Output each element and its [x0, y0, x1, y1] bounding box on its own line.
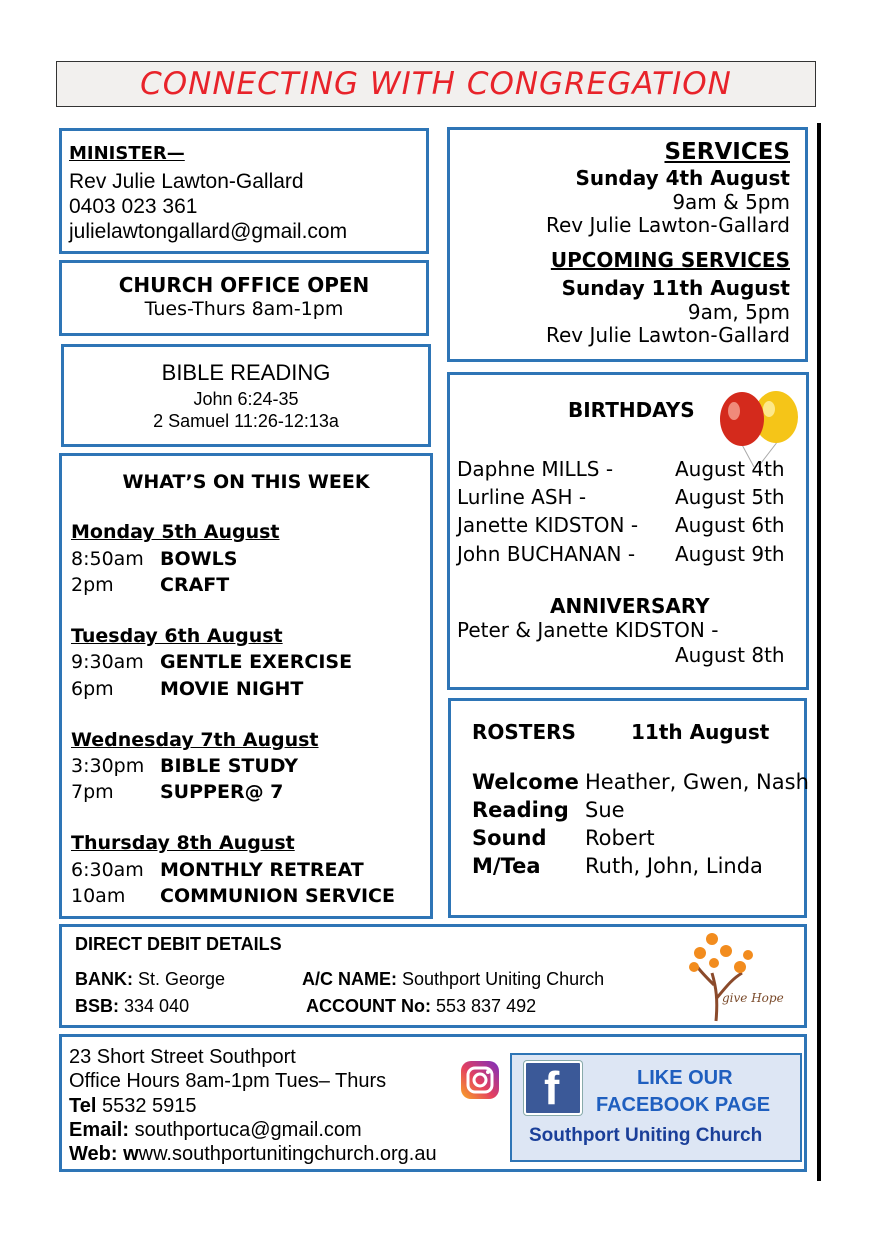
services-times: 9am & 5pm [672, 190, 790, 214]
bank-line [75, 969, 225, 990]
event-time: 7pm [71, 781, 114, 803]
event-activity: MOVIE NIGHT [160, 678, 304, 700]
event-time: 9:30am [71, 651, 144, 673]
minister-name: Rev Julie Lawton-Gallard [69, 170, 304, 193]
roster-names: Ruth, John, Linda [585, 854, 763, 878]
roster-names: Robert [585, 826, 655, 850]
rosters-heading: ROSTERS [472, 720, 576, 744]
banner [56, 61, 816, 107]
web-prefix: w [123, 1143, 139, 1165]
email-line [69, 1119, 362, 1142]
facebook-icon [524, 1061, 582, 1115]
event-activity: CRAFT [160, 574, 230, 596]
facebook-line-1: LIKE OUR [637, 1067, 733, 1089]
birthday-date: August 5th [675, 485, 785, 509]
event-activity: BIBLE STUDY [160, 755, 298, 777]
event-activity: BOWLS [160, 548, 238, 570]
facebook-page-name[interactable]: Southport Uniting Church [529, 1125, 763, 1146]
event-time: 2pm [71, 574, 114, 596]
give-hope-logo-text: give Hope [722, 991, 784, 1005]
bible-reading-box [61, 344, 431, 447]
church-office-hours: Tues-Thurs 8am-1pm [144, 298, 344, 320]
bible-reading-heading: BIBLE READING [161, 360, 331, 385]
account-number-line [306, 996, 536, 1017]
office-hours: Office Hours 8am-1pm Tues– Thurs [69, 1070, 387, 1092]
anniversary-heading: ANNIVERSARY [550, 594, 710, 618]
birthday-name: Janette KIDSTON - [457, 513, 639, 537]
minister-heading: MINISTER— [69, 143, 185, 164]
account-name-line [302, 969, 604, 990]
services-date: Sunday 4th August [575, 166, 790, 190]
birthday-date: August 4th [675, 457, 785, 481]
event-time: 6pm [71, 678, 114, 700]
telephone-label: Tel [69, 1095, 97, 1117]
roster-role: Sound [472, 826, 547, 850]
day-heading: Tuesday 6th August [71, 625, 283, 647]
birthday-name: Lurline ASH - [457, 485, 587, 509]
email-label: Email: [69, 1119, 130, 1141]
services-box [447, 127, 808, 362]
day-heading: Monday 5th August [71, 521, 280, 543]
event-activity: COMMUNION SERVICE [160, 885, 395, 907]
bank-label: BANK: [75, 969, 133, 989]
direct-debit-heading: DIRECT DEBIT DETAILS [75, 934, 282, 954]
web-label: Web: [69, 1143, 118, 1165]
bsb-line [75, 996, 189, 1017]
roster-role: Reading [472, 798, 569, 822]
day-heading: Wednesday 7th August [71, 729, 319, 751]
account-name-label: A/C NAME: [302, 969, 397, 989]
bible-reading-2: 2 Samuel 11:26-12:13a [153, 411, 339, 431]
roster-role: Welcome [472, 770, 579, 794]
bsb-value: 334 040 [124, 996, 190, 1016]
upcoming-services-times: 9am, 5pm [687, 300, 790, 324]
upcoming-services-minister: Rev Julie Lawton-Gallard [546, 323, 790, 347]
services-heading: SERVICES [664, 139, 790, 165]
event-time: 8:50am [71, 548, 144, 570]
birthday-name: Daphne MILLS - [457, 457, 614, 481]
bible-reading-1: John 6:24-35 [193, 389, 299, 409]
facebook-box[interactable] [510, 1053, 802, 1162]
upcoming-services-date: Sunday 11th August [561, 276, 790, 300]
event-time: 6:30am [71, 859, 144, 881]
event-time: 3:30pm [71, 755, 145, 777]
event-activity: SUPPER@ 7 [160, 781, 284, 803]
vertical-rule [817, 123, 821, 1181]
anniversary-name: Peter & Janette KIDSTON - [457, 618, 719, 642]
direct-debit-box [59, 924, 807, 1028]
birthday-date: August 9th [675, 542, 785, 566]
day-heading: Thursday 8th August [71, 832, 295, 854]
account-name-value: Southport Uniting Church [402, 969, 605, 989]
anniversary-date: August 8th [675, 643, 785, 667]
minister-phone: 0403 023 361 [69, 195, 198, 218]
services-minister: Rev Julie Lawton-Gallard [546, 213, 790, 237]
bsb-label: BSB: [75, 996, 119, 1016]
birthday-name: John BUCHANAN - [457, 542, 636, 566]
web-line [69, 1143, 437, 1166]
church-office-box [59, 260, 429, 336]
birthdays-heading: BIRTHDAYS [568, 398, 695, 422]
minister-email: julielawtongallard@gmail.com [69, 220, 348, 243]
birthdays-box [447, 372, 809, 690]
event-activity: MONTHLY RETREAT [160, 859, 364, 881]
event-time: 10am [71, 885, 126, 907]
page-title: CONNECTING WITH CONGREGATION [140, 66, 732, 102]
rosters-date: 11th August [631, 720, 770, 744]
account-number-label: ACCOUNT No: [306, 996, 431, 1016]
upcoming-services-heading: UPCOMING SERVICES [550, 248, 790, 272]
website-link[interactable]: ww.southportunitingchurch.org.au [138, 1143, 437, 1165]
minister-box [59, 128, 429, 254]
telephone-line [69, 1095, 197, 1118]
event-activity: GENTLE EXERCISE [160, 651, 353, 673]
rosters-box [448, 698, 807, 918]
instagram-icon[interactable] [460, 1060, 500, 1100]
roster-role: M/Tea [472, 854, 541, 878]
roster-names: Sue [585, 798, 625, 822]
account-number-value: 553 837 492 [436, 996, 537, 1016]
whats-on-heading: WHAT’S ON THIS WEEK [122, 471, 370, 493]
telephone-value: 5532 5915 [101, 1095, 197, 1117]
whats-on-box [59, 453, 433, 919]
birthday-date: August 6th [675, 513, 785, 537]
facebook-line-2: FACEBOOK PAGE [596, 1094, 771, 1116]
give-hope-logo-icon [686, 929, 766, 1025]
church-office-heading: CHURCH OFFICE OPEN [118, 273, 370, 297]
facebook-glyph: f [544, 1062, 560, 1114]
contact-email-link[interactable]: southportuca@gmail.com [134, 1119, 362, 1141]
roster-names: Heather, Gwen, Nash [585, 770, 809, 794]
bank-value: St. George [138, 969, 226, 989]
address: 23 Short Street Southport [69, 1046, 296, 1068]
